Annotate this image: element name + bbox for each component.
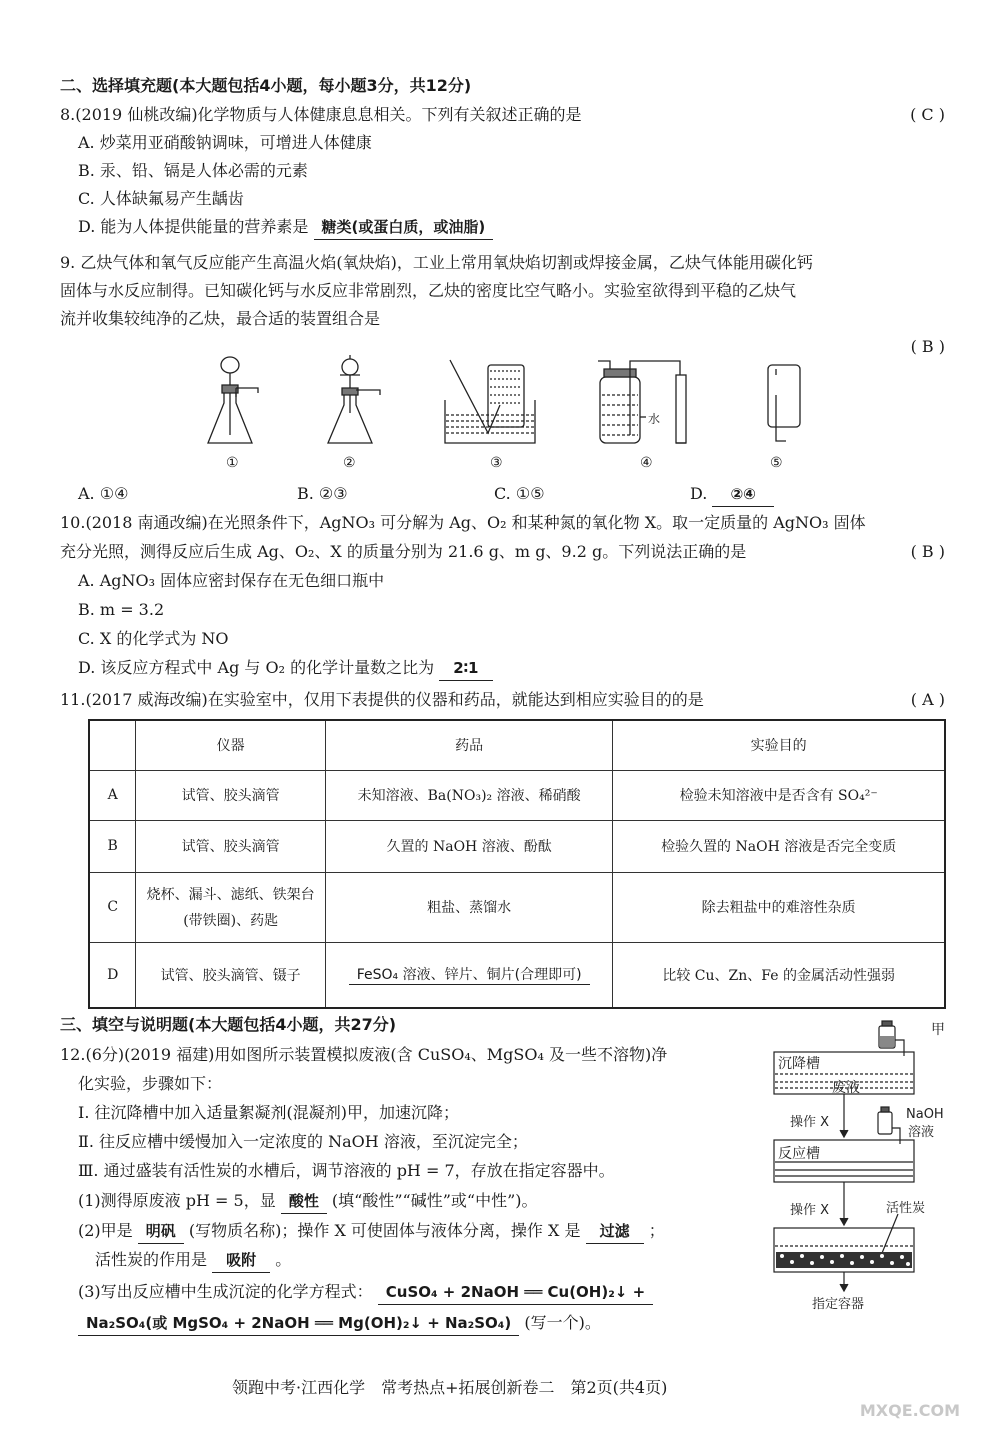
q12-part2-mid: (写物质名称)；操作 X 可使固体与液体分离，操作 X 是: [188, 1221, 581, 1240]
watermark-logo: MXQE.COM: [859, 1401, 960, 1420]
q12-part2b-text: 活性炭的作用是: [95, 1250, 208, 1269]
label-naoh-solution: 溶液: [908, 1125, 935, 1140]
label-container: 指定容器: [812, 1297, 865, 1312]
apparatus-3-water-collection-icon: [445, 360, 535, 443]
q10-option-b: B. m = 3.2: [78, 600, 165, 619]
table-row: [89, 872, 945, 942]
q12-part2b-fill: 吸附: [212, 1248, 270, 1273]
q9-line3: 流并收集较纯净的乙炔，最合适的装置组合是: [60, 309, 381, 328]
q12-step2: Ⅱ. 往反应槽中缓慢加入一定浓度的 NaOH 溶液，至沉淀完全；: [78, 1132, 528, 1151]
q10-option-a: A. AgNO₃ 固体应密封保存在无色细口瓶中: [78, 571, 385, 590]
q8-option-b: B. 汞、铅、镉是人体必需的元素: [78, 161, 308, 180]
q8-option-d-text: D. 能为人体提供能量的营养素是: [78, 217, 309, 236]
carbon-pointer: [880, 1214, 898, 1258]
q12-part3b: [78, 1311, 601, 1336]
section-3-heading: 三、填空与说明题(本大题包括4小题，共27分): [60, 1015, 397, 1034]
label-activated-carbon: 活性炭: [886, 1201, 926, 1216]
apparatus-2-flask-sepfunnel-icon: [328, 355, 380, 443]
row-instruments: 试管、胶头滴管、镊子: [136, 942, 326, 1008]
row-purpose: 检验未知溶液中是否含有 SO₄²⁻: [613, 770, 945, 820]
label-settling-tank: 沉降槽: [778, 1056, 820, 1072]
q8-answer: ( C ): [910, 105, 945, 124]
q9-option-c: C. ①⑤: [494, 484, 545, 503]
row-instruments: [136, 872, 326, 942]
q8-option-d-fill: 糖类(或蛋白质，或油脂): [314, 215, 494, 240]
label-operation-x-1: 操作 X: [790, 1115, 830, 1130]
table-header-row: [89, 720, 945, 770]
q12-process-diagram: [768, 1018, 958, 1318]
q12-part2-fill: 明矾: [138, 1219, 184, 1244]
q8-option-d: [78, 215, 493, 240]
label-waste: 废液: [832, 1080, 860, 1096]
row-reagents: [325, 942, 612, 1008]
section-2-heading: 二、选择填充题(本大题包括4小题，每小题3分，共12分): [60, 76, 472, 95]
row-instruments-line2: (带铁圈)、药匙: [183, 913, 279, 929]
q10-option-d: [78, 656, 493, 681]
q12-step3: Ⅲ. 通过盛装有活性炭的水槽后，调节溶液的 pH = 7，存放在指定容器中。: [78, 1161, 615, 1180]
row-key: D: [89, 942, 136, 1008]
row-instruments: 试管、胶头滴管: [136, 770, 326, 820]
water-label: 水: [648, 412, 661, 426]
q12-part1-text: (1)测得原废液 pH = 5，显: [78, 1191, 276, 1210]
q10-option-c: C. X 的化学式为 NO: [78, 629, 229, 648]
q9-apparatus-figure: [190, 355, 830, 455]
q9-option-d: [690, 482, 774, 507]
q11-stem: 11.(2017 威海改编)在实验室中，仅用下表提供的仪器和药品，就能达到相应实验目的的是: [60, 690, 704, 709]
q12-part2: [78, 1219, 665, 1244]
q8-option-c: C. 人体缺氟易产生龋齿: [78, 189, 244, 208]
q12-part1-fill: 酸性: [281, 1189, 327, 1214]
apparatus-label-3: ③: [490, 455, 503, 471]
apparatus-label-2: ②: [343, 455, 356, 471]
row-reagents: 未知溶液、Ba(NO₃)₂ 溶液、稀硝酸: [325, 770, 612, 820]
q10-answer: ( B ): [910, 542, 945, 561]
table-header-purpose: 实验目的: [613, 720, 945, 770]
q8-option-a: A. 炒菜用亚硝酸钠调味，可增进人体健康: [78, 133, 372, 152]
label-naoh: NaOH: [906, 1107, 944, 1122]
q12-part2-text: (2)甲是: [78, 1221, 133, 1240]
q12-part2b: [95, 1248, 291, 1273]
q9-option-a: A. ①④: [78, 484, 129, 503]
row-purpose: 比较 Cu、Zn、Fe 的金属活动性强弱: [613, 942, 945, 1008]
q9-answer: ( B ): [910, 337, 945, 356]
apparatus-4-gas-bottle-icon: [598, 361, 686, 443]
apparatus-label-5: ⑤: [770, 455, 783, 471]
q9-line2: 固体与水反应制得。已知碳化钙与水反应非常剧烈，乙炔的密度比空气略小。实验室欲得到平稳的乙炔气: [60, 281, 797, 300]
q10-option-d-fill: 2∶1: [439, 656, 492, 681]
q12-part3: [78, 1280, 653, 1305]
row-reagents: 久置的 NaOH 溶液、酚酞: [325, 820, 612, 872]
q12-part3-fill: CuSO₄ + 2NaOH ══ Cu(OH)₂↓ +: [378, 1280, 653, 1305]
q12-part1-suffix: (填“酸性”“碱性”或“中性”)。: [331, 1191, 538, 1210]
q12-part3b-fill: Na₂SO₄(或 MgSO₄ + 2NaOH ══ Mg(OH)₂↓ + Na₂SO₄): [78, 1311, 519, 1336]
row-key: B: [89, 820, 136, 872]
row-reagents-fill: FeSO₄ 溶液、锌片、铜片(合理即可): [349, 964, 590, 985]
q9-option-d-fill: ②④: [712, 482, 773, 507]
row-key: A: [89, 770, 136, 820]
bottle-jia-icon: [879, 1021, 904, 1056]
label-reaction-tank: 反应槽: [778, 1146, 820, 1162]
page-footer: 领跑中考·江西化学 常考热点+拓展创新卷二 第2页(共4页): [232, 1378, 668, 1397]
q12-part1: [78, 1189, 538, 1214]
q9-line1: 9. 乙炔气体和氧气反应能产生高温火焰(氧炔焰)，工业上常用氧炔焰切割或焊接金属，乙炔气体能用碳化钙: [60, 253, 813, 272]
row-reagents: 粗盐、蒸馏水: [325, 872, 612, 942]
q12-step1: Ⅰ. 往沉降槽中加入适量絮凝剂(混凝剂)甲，加速沉降；: [78, 1103, 459, 1122]
apparatus-label-4: ④: [640, 455, 653, 471]
row-instruments-line1: 烧杯、漏斗、滤纸、铁架台: [146, 887, 315, 903]
q12-part2b-end: 。: [275, 1250, 292, 1269]
label-jia: 甲: [931, 1022, 945, 1038]
carbon-granules-icon: [776, 1252, 912, 1268]
q11-answer: ( A ): [910, 690, 945, 709]
table-row: [89, 770, 945, 820]
q12-part3b-end: (写一个)。: [524, 1313, 601, 1332]
row-instruments: 试管、胶头滴管: [136, 820, 326, 872]
q9-option-d-label: D.: [690, 484, 708, 503]
q8-stem: 8.(2019 仙桃改编)化学物质与人体健康息息相关。下列有关叙述正确的是: [60, 105, 582, 124]
q12-part2-fill2: 过滤: [586, 1219, 644, 1244]
q12-part3-text: (3)写出反应槽中生成沉淀的化学方程式：: [78, 1282, 373, 1301]
table-header-instruments: 仪器: [136, 720, 326, 770]
q10-line2: 充分光照，测得反应后生成 Ag、O₂、X 的质量分别为 21.6 g、m g、9.2 g。下列说法正确的是: [60, 542, 747, 561]
q12-line1: 12.(6分)(2019 福建)用如图所示装置模拟废液(含 CuSO₄、MgSO₄ 及一些不溶物)净: [60, 1045, 668, 1064]
table-header-key: [89, 720, 136, 770]
row-purpose: 除去粗盐中的难溶性杂质: [613, 872, 945, 942]
table-header-reagents: 药品: [325, 720, 612, 770]
label-operation-x-2: 操作 X: [790, 1203, 830, 1218]
q10-option-d-text: D. 该反应方程式中 Ag 与 O₂ 的化学计量数之比为: [78, 658, 435, 677]
apparatus-1-flask-funnel-icon: [208, 357, 258, 443]
apparatus-label-1: ①: [226, 455, 239, 471]
q12-part2-end: ；: [648, 1221, 665, 1240]
bottle-naoh-icon: [878, 1107, 900, 1144]
table-row: [89, 942, 945, 1008]
apparatus-5-inverted-bottle-icon: [768, 365, 800, 441]
q9-option-b: B. ②③: [297, 484, 348, 503]
q12-line2: 化实验，步骤如下：: [78, 1074, 223, 1093]
q10-line1: 10.(2018 南通改编)在光照条件下，AgNO₃ 可分解为 Ag、O₂ 和某种氮的氧化物 X。取一定质量的 AgNO₃ 固体: [60, 513, 866, 532]
row-key: C: [89, 872, 136, 942]
row-purpose: 检验久置的 NaOH 溶液是否完全变质: [613, 820, 945, 872]
q11-table: [88, 719, 946, 1009]
table-row: [89, 820, 945, 872]
